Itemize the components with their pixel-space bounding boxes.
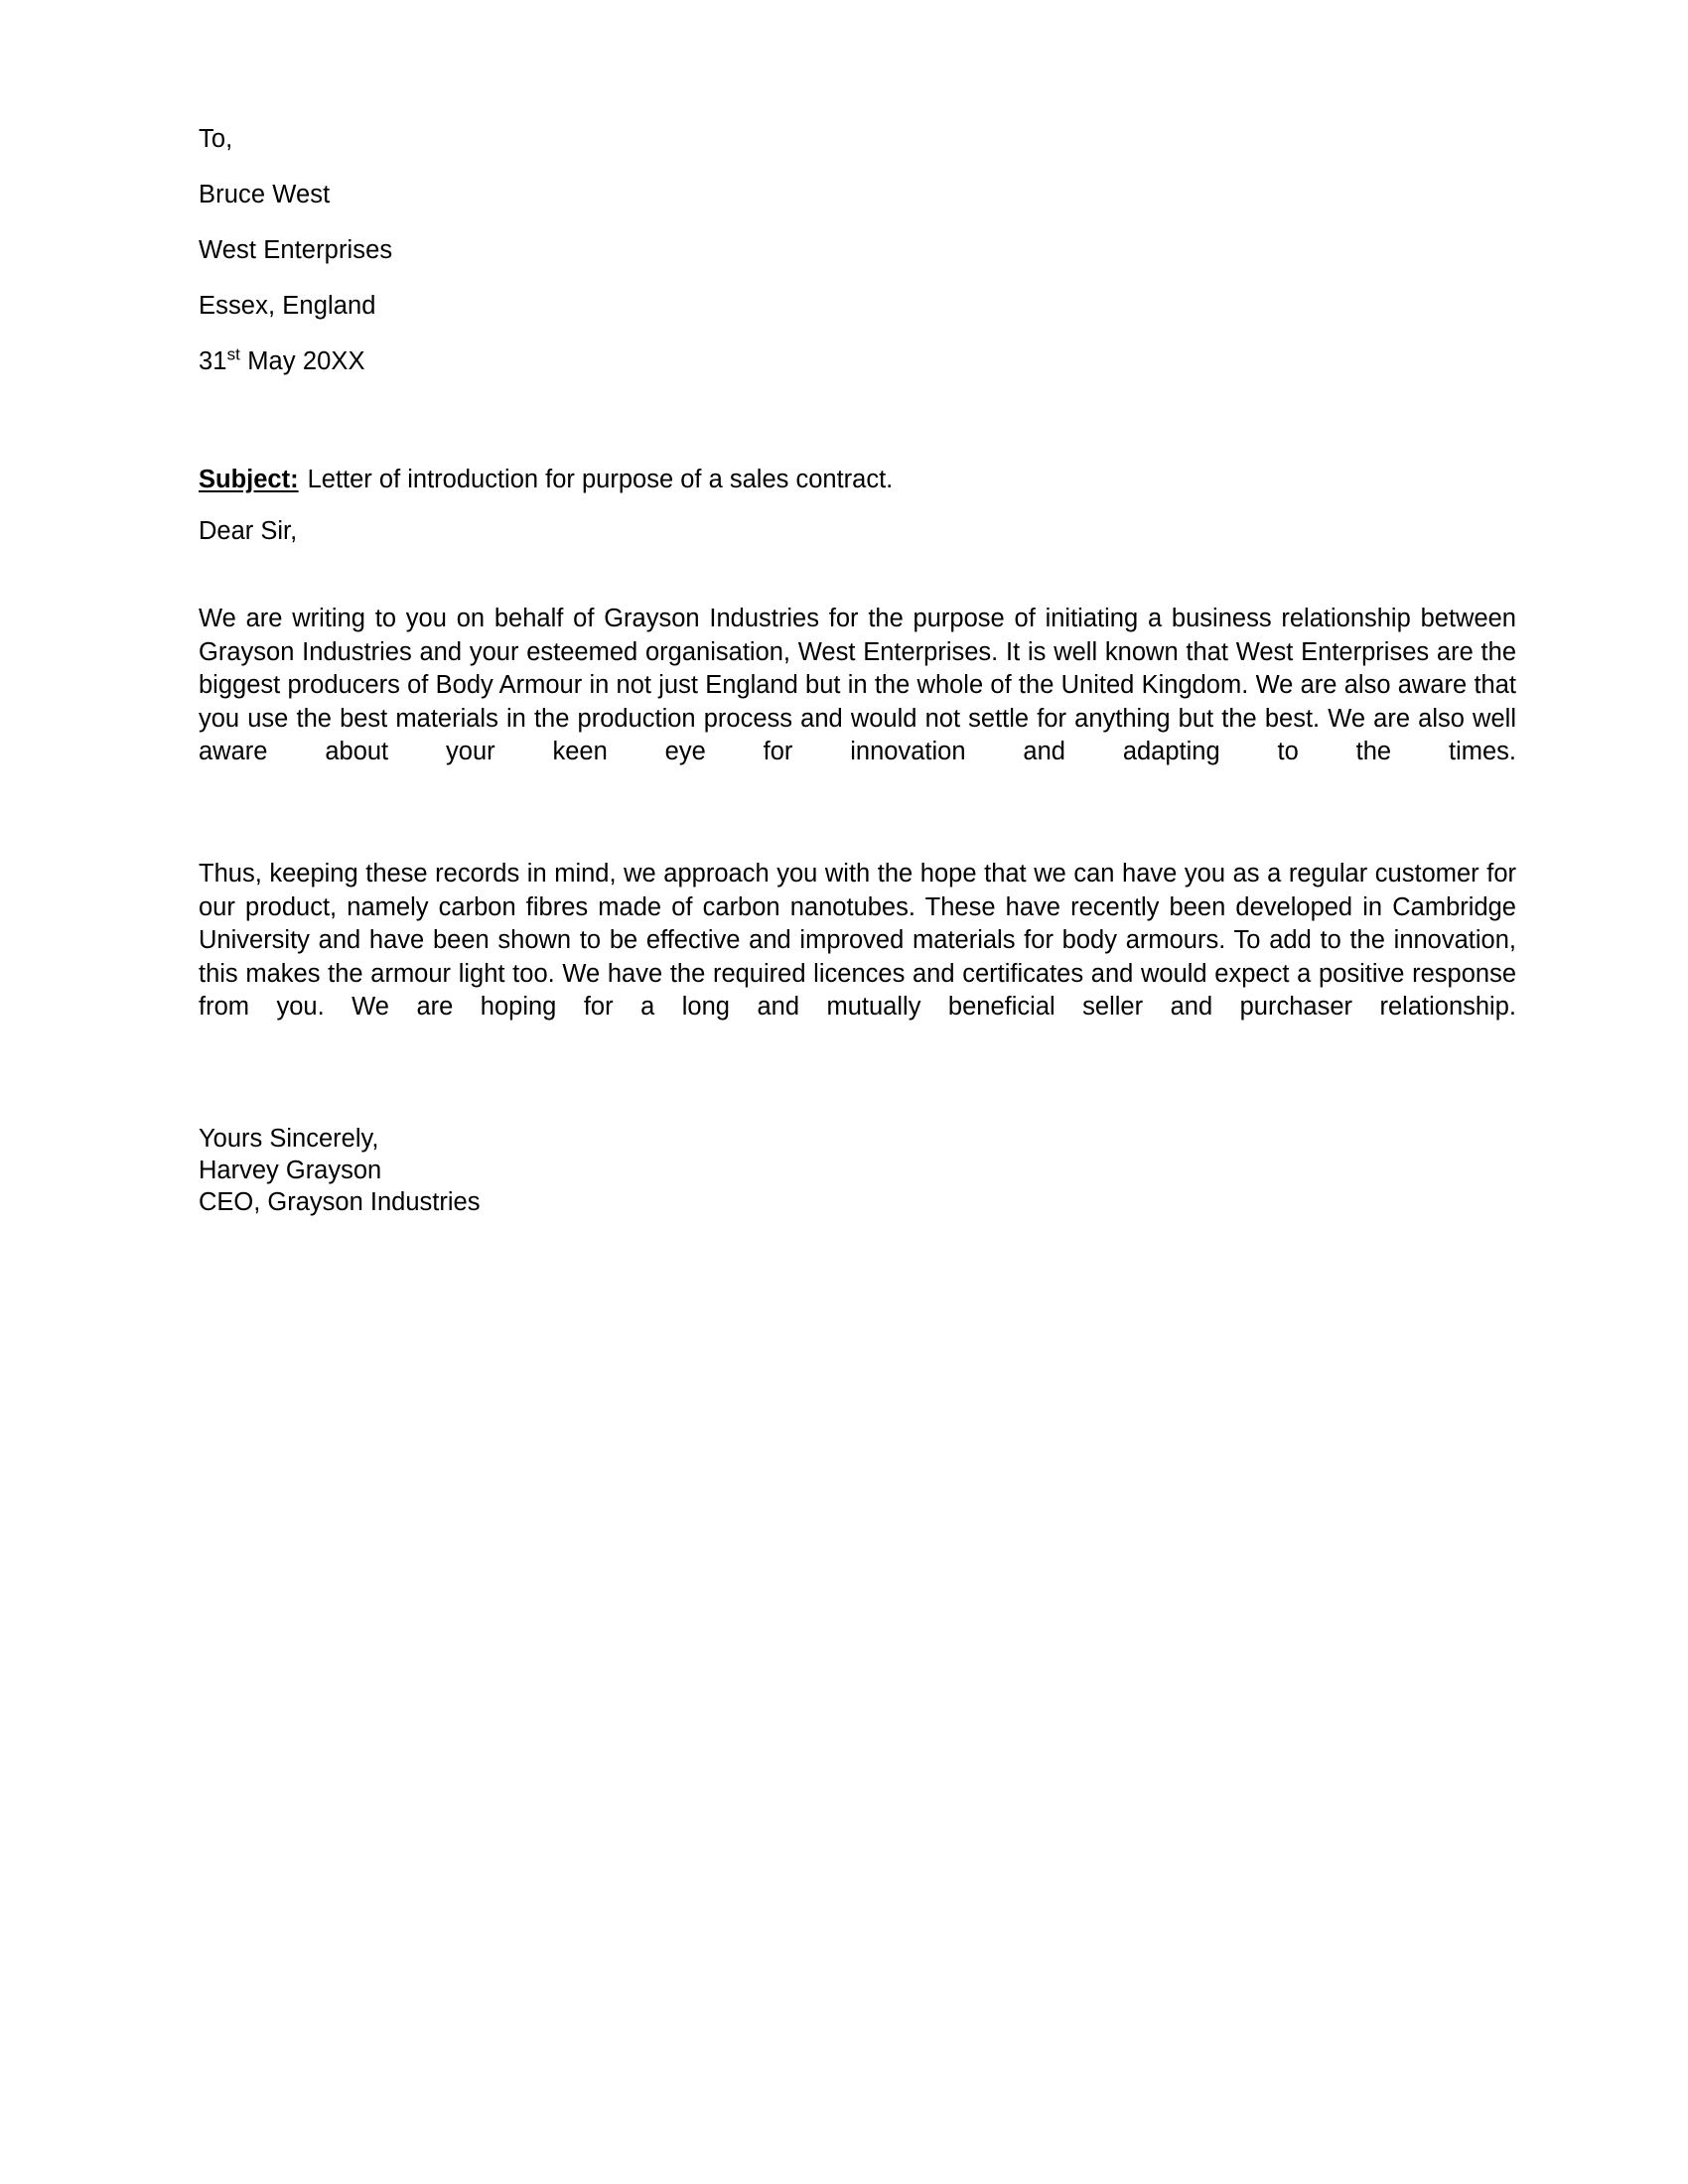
signature-name: Harvey Grayson	[199, 1157, 382, 1184]
address-line-salutation-to: To,	[199, 125, 233, 153]
address-line-company: West Enterprises	[199, 236, 393, 264]
address-line-recipient-name: Bruce West	[199, 181, 331, 208]
signature-block	[199, 1123, 1516, 1218]
date-month-year: May 20XX	[240, 347, 365, 375]
salutation: Dear Sir,	[199, 517, 298, 545]
letter-date	[199, 334, 1516, 389]
subject-text: Letter of introduction for purpose of a sales contract.	[307, 466, 894, 493]
date-day: 31	[199, 347, 227, 375]
body-paragraph-1: We are writing to you on behalf of Grayson Industries for the purpose of initiating a business relationship between Grayson Industries and your esteemed organisation, West Enterprises. It is well known that West Enterprises are the biggest producers of Body Armour in not just England but in the whole of the United Kingdom. We are also aware that you use the best materials in the production process and would not settle for anything but the best. We are also well aware about your keen eye for innovation and adapting to the times.	[199, 605, 1516, 765]
body-paragraph-2: Thus, keeping these records in mind, we approach you with the hope that we can have you as a regular customer for our product, namely carbon fibres made of carbon nanotubes. These have recently been developed in Cambridge University and have been shown to be effective and improved materials for body armours. To add to the innovation, this makes the armour light too. We have the required licences and certificates and would expect a positive response from you. We are hoping for a long and mutually beneficial seller and purchaser relationship.	[199, 860, 1516, 1021]
date-ordinal-suffix: st	[226, 344, 241, 364]
signature-title: CEO, Grayson Industries	[199, 1188, 481, 1216]
subject-line	[199, 463, 1516, 496]
recipient-address-block	[199, 111, 1516, 389]
letter-body	[199, 111, 1516, 1218]
signature-closing: Yours Sincerely,	[199, 1125, 379, 1153]
subject-label: Subject:	[199, 466, 299, 493]
address-line-location: Essex, England	[199, 292, 376, 320]
